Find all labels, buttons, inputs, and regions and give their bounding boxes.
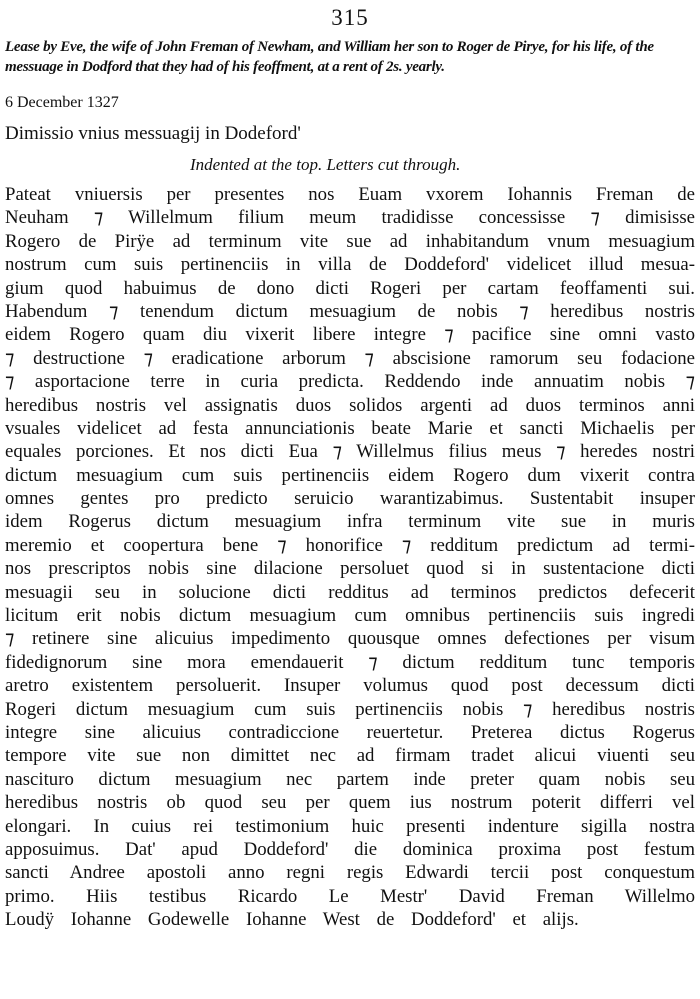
- document-body: [5, 183, 695, 932]
- body-line: ⁊ destructione ⁊ eradicatione arborum ⁊ abscisione ramorum seu fodacione: [5, 347, 695, 369]
- body-line: equales porciones. Et nos dicti Eua ⁊ Willelmus filius meus ⁊ heredes nostri: [5, 441, 695, 463]
- body-line: tempore vite sue non dimittet nec ad firmam tradet alicui viuenti seu: [5, 745, 695, 767]
- body-line: idem Rogerus dictum mesuagium infra terminum vite sue in muris: [5, 511, 695, 533]
- body-line: sancti Andree apostoli anno regni regis Edwardi tercii post conquestum: [5, 862, 695, 884]
- page-number: 315: [331, 5, 369, 30]
- body-line: Rogeri dictum mesuagium cum suis pertinenciis nobis ⁊ heredibus nostris: [5, 698, 695, 720]
- body-line: ⁊ retinere sine alicuius impedimento quousque omnes defectiones per visum: [5, 628, 695, 650]
- physical-description-note: Indented at the top. Letters cut through.: [190, 155, 461, 174]
- body-line: Habendum ⁊ tenendum dictum mesuagium de nobis ⁊ heredibus nostris: [5, 300, 695, 322]
- body-line: elongari. In cuius rei testimonium huic presenti indenture sigilla nostra: [5, 815, 695, 837]
- body-line: Neuham ⁊ Willelmum filium meum tradidisse concessisse ⁊ dimisisse: [5, 207, 695, 229]
- body-line: ⁊ asportacione terre in curia predicta. Reddendo inde annuatim nobis ⁊: [5, 371, 695, 393]
- body-line: mesuagii seu in solucione dicti redditus ad terminos predictos defecerit: [5, 581, 695, 603]
- document-heading: Dimissio vnius messuagij in Dodeford': [5, 123, 301, 144]
- body-line: nasciturо dictum mesuagium nec partem inde preter quam nobis seu: [5, 768, 695, 790]
- body-line: licitum erit nobis dictum mesuagium cum omnibus pertinenciis suis ingredi: [5, 605, 695, 627]
- body-line: Pateat vniuersis per presentes nos Euam vxorem Iohannis Freman de: [5, 184, 695, 205]
- body-line: fidedignorum sine mora emendauerit ⁊ dictum redditum tunc temporis: [5, 651, 695, 673]
- body-line: Loudÿ Iohanne Godewelle Iohanne West de Doddeford' et alijs.: [5, 909, 579, 931]
- body-line: heredibus nostris ob quod seu per quem ius nostrum poterit differri vel: [5, 792, 695, 814]
- body-line: integre sine alicuius contradiccione reuertetur. Preterea dictus Rogerus: [5, 721, 695, 743]
- body-line: dictum mesuagium cum suis pertinenciis eidem Rogero dum vixerit contra: [5, 464, 695, 486]
- body-line: aretro existentem persoluerit. Insuper volumus quod post decessum dicti: [5, 675, 695, 697]
- body-line: heredibus nostris vel assignatis duos solidos argenti ad duos terminos anni: [5, 394, 695, 416]
- body-line: omnes gentes pro predicto seruicio warantizabimus. Sustentabit insuper: [5, 488, 695, 510]
- body-line: eidem Rogero quam diu vixerit libere integre ⁊ pacifice sine omni vasto: [5, 324, 695, 346]
- body-line: vsuales videlicet ad festa annunciationis beate Marie et sancti Michaelis per: [5, 417, 695, 439]
- document-date: 6 December 1327: [5, 94, 119, 111]
- body-line: meremio et coopertura bene ⁊ honorifice ⁊ redditum predictum ad termi-: [5, 534, 695, 556]
- body-line: Rogero de Pirÿe ad terminum vite sue ad inhabitandum vnum mesuagium: [5, 230, 695, 252]
- body-line: apposuimus. Dat' apud Doddeford' die dominica proxima post festum: [5, 838, 695, 860]
- body-line: primo. Hiis testibus Ricardo Le Mestr' David Freman Willelmo: [5, 885, 695, 907]
- body-line: gium quod habuimus de dono dicti Rogeri per cartam feoffamenti sui.: [5, 277, 695, 299]
- body-line: nostrum cum suis pertinenciis in villa de Doddeford' videlicet illud mesua-: [5, 254, 695, 276]
- document-summary: Lease by Eve, the wife of John Freman of Newham, and William her son to Roger de Pirye, for his life, of the messuage in Dodford that they had of his feoffment, at a rent of 2s. yearly.: [5, 39, 654, 75]
- body-line: nos prescriptos nobis sine dilacione persoluet quod si in sustentacione dicti: [5, 558, 695, 580]
